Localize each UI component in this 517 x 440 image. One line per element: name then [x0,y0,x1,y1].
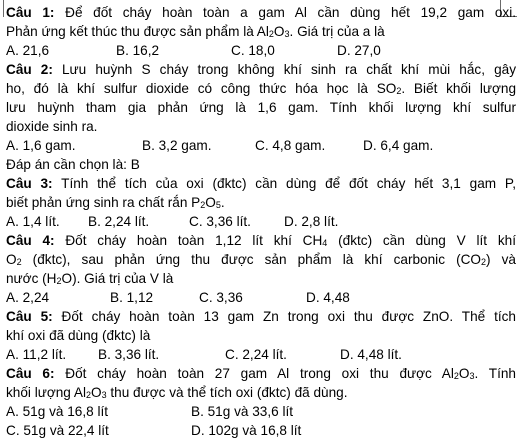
q3-option-c[interactable]: C. 3,36 lít. [189,214,251,229]
q4-option-a[interactable]: A. 2,24 [6,290,50,305]
q5-line-2: khí oxi đã dùng (đktc) là [6,328,151,343]
q2-option-c[interactable]: C. 4,8 gam. [255,138,326,153]
q3-option-d[interactable]: D. 2,8 lít. [284,214,339,229]
q1-option-a[interactable]: A. 21,6 [6,43,50,58]
q1-option-c[interactable]: C. 18,0 [231,43,275,58]
question-document [6,3,516,440]
q2-label: Câu 2: [6,62,53,77]
q1-option-b[interactable]: B. 16,2 [116,43,160,58]
q4-option-b[interactable]: B. 1,12 [110,290,154,305]
q3-line-2: biết phản ứng sinh ra chất rắn P2O5. [6,195,225,210]
q1-options [6,41,516,60]
q2-options [6,136,516,155]
q2-line-2: ho, đó là khí sulfur dioxide có công thức hóa học là SO2. Biết khối lượng [6,81,517,96]
q4-option-d[interactable]: D. 4,48 [306,290,350,305]
q2-answer: Đáp án cần chọn là: B [6,157,140,172]
q5-line-1: Câu 5: Đốt cháy hoàn toàn 13 gam Zn trong oxi thu được ZnO. Thể tích [6,309,516,324]
q4-line-2: O2 (đktc), sau phản ứng thu được sản phẩm là khí carbonic (CO2) và [6,252,516,267]
q6-label: Câu 6: [6,366,55,381]
q6-option-d[interactable]: D. 102g và 16,8 lít [191,423,302,438]
q5-option-c[interactable]: C. 2,24 lít. [225,347,287,362]
q4-line-3: nước (H2O). Giá trị của V là [6,271,174,286]
q2-option-d[interactable]: D. 6,4 gam. [363,138,434,153]
q3-options [6,212,516,231]
q3-line-1: Câu 3: Tính thể tích của oxi (đktc) cần dùng để đốt cháy hết 3,1 gam P, [6,176,516,191]
corner-mark-left [3,0,4,17]
q5-options [6,345,516,364]
q2-line-1: Câu 2: Lưu huỳnh S cháy trong không khí sinh ra chất khí mùi hắc, gây [6,62,517,77]
q5-option-b[interactable]: B. 3,36 lít. [98,347,160,362]
q6-option-b[interactable]: B. 51g và 33,6 lít [191,404,294,419]
q4-options [6,288,516,307]
q6-options-row-2 [6,421,516,440]
q5-option-a[interactable]: A. 11,2 lít. [6,347,67,362]
q2-option-a[interactable]: A. 1,6 gam. [6,138,76,153]
q1-option-d[interactable]: D. 27,0 [337,43,381,58]
q1-line-2: Phản ứng kết thúc thu được sản phẩm là Al2O3. Giá trị của a là [6,24,385,39]
q3-option-b[interactable]: B. 2,24 lít. [88,214,150,229]
q1-label: Câu 1: [6,5,55,20]
q2-line-4: dioxide sinh ra. [6,119,98,134]
q4-label: Câu 4: [6,233,55,248]
q3-option-a[interactable]: A. 1,4 lít. [6,214,60,229]
q4-option-c[interactable]: C. 3,36 [199,290,243,305]
q2-option-b[interactable]: B. 3,2 gam. [142,138,212,153]
q5-label: Câu 5: [6,309,53,324]
q4-line-1: Câu 4: Đốt cháy hoàn toàn 1,12 lít khí CH4 (đktc) cần dùng V lít khí [6,233,516,248]
q6-option-a[interactable]: A. 51g và 16,8 lít [6,404,109,419]
q5-option-d[interactable]: D. 4,48 lít. [340,347,402,362]
q1-line-1: Câu 1: Để đốt cháy hoàn toàn a gam Al cần dùng hết 19,2 gam oxi. [6,5,517,20]
q6-line-2: khối lượng Al2O3 thu được và thể tích oxi (đktc) đã dùng. [6,385,348,400]
q6-option-c[interactable]: C. 51g và 22,4 lít [6,423,109,438]
q6-options-row-1 [6,402,516,421]
q6-line-1: Câu 6: Đốt cháy hoàn toàn 27 gam Al trong oxi thu được Al2O3. Tính [6,366,516,381]
q3-label: Câu 3: [6,176,53,191]
q2-line-3: lưu huỳnh tham gia phản ứng là 1,6 gam. Tính khối lượng khí sulfur [6,100,516,115]
